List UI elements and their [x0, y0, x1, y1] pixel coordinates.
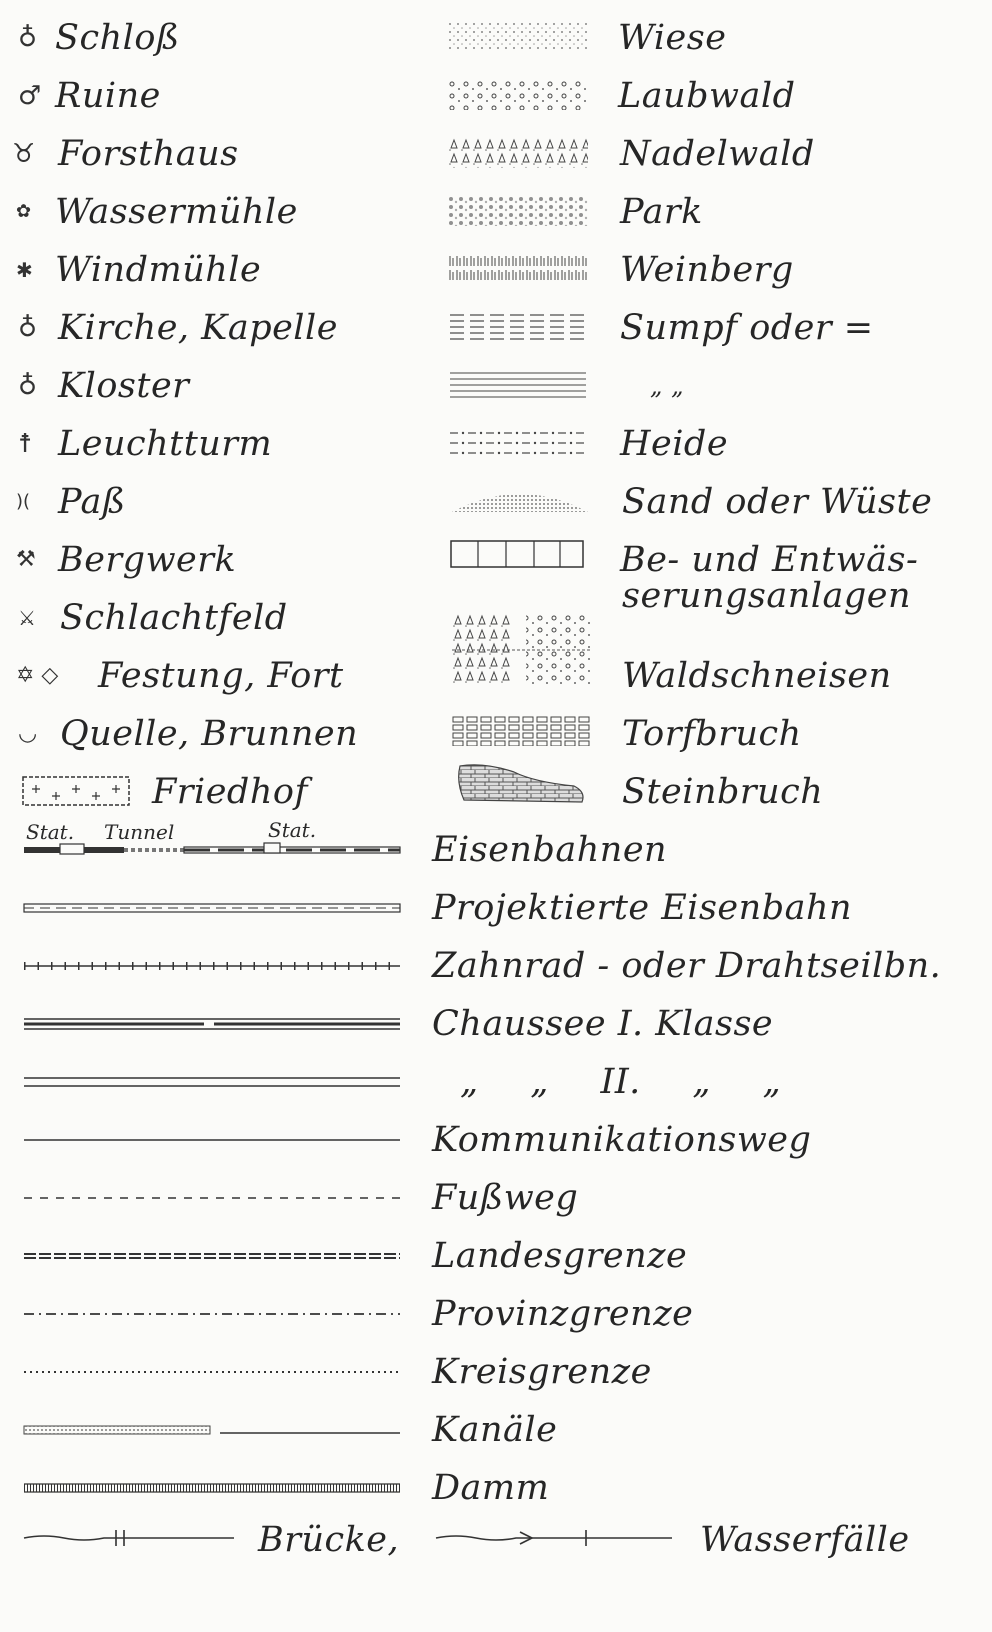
- legend-label-laubwald: Laubwald: [618, 76, 796, 116]
- highway-1-line: [24, 1014, 400, 1034]
- railway-station-label-1: Stat.: [26, 820, 75, 844]
- planned-railway-line: [24, 898, 400, 918]
- legend-label-schloss: Schloß: [55, 18, 180, 58]
- castle-icon: ♁: [18, 23, 38, 53]
- legend-label-sumpf-ditto: „ „: [650, 372, 684, 400]
- legend-label-friedhof: Friedhof: [152, 772, 308, 812]
- legend-label-wiese: Wiese: [618, 18, 727, 58]
- ruin-icon: ♂: [18, 81, 42, 111]
- waterfall-line: [436, 1528, 676, 1548]
- legend-label-bruecke: Brücke,: [258, 1520, 400, 1560]
- spring-icon: ◡: [18, 721, 38, 746]
- cog-railway-line: [24, 956, 400, 976]
- legend-label-chaussee-2: „ „ II. „ „: [460, 1062, 782, 1102]
- highway-2-line: [24, 1072, 400, 1092]
- legend-label-sumpf: Sumpf oder =: [620, 308, 874, 348]
- vineyard-pattern: [448, 254, 588, 284]
- legend-label-weinberg: Weinberg: [620, 250, 794, 290]
- legend-label-chaussee-1: Chaussee I. Klasse: [432, 1004, 774, 1044]
- legend-label-kanaele: Kanäle: [432, 1410, 558, 1450]
- legend-label-zahnrad: Zahnrad - oder Drahtseilbn.: [432, 946, 942, 986]
- legend-label-kirche: Kirche, Kapelle: [58, 308, 338, 348]
- railway-station-label-2: Stat.: [268, 818, 317, 842]
- district-border-line: [24, 1362, 400, 1382]
- legend-label-waldschneisen: Waldschneisen: [622, 656, 892, 696]
- swamp-pattern: [450, 312, 586, 340]
- legend-label-projektierte-eisenbahn: Projektierte Eisenbahn: [432, 888, 853, 928]
- meadow-pattern: [448, 22, 588, 50]
- legend-label-kreisgrenze: Kreisgrenze: [432, 1352, 652, 1392]
- legend-label-forsthaus: Forsthaus: [58, 134, 239, 174]
- legend-label-pass: Paß: [58, 482, 126, 522]
- legend-label-leuchtturm: Leuchtturm: [58, 424, 273, 464]
- legend-label-festung: Festung, Fort: [98, 656, 344, 696]
- footpath-line: [24, 1188, 400, 1208]
- province-border-line: [24, 1304, 400, 1324]
- coniferous-forest-pattern: [448, 138, 588, 168]
- swamp-alt-pattern: [450, 370, 586, 398]
- railway-line: [24, 840, 400, 860]
- legend-label-kloster: Kloster: [58, 366, 190, 406]
- sand-pattern: [450, 482, 590, 514]
- mine-icon: ⚒: [16, 547, 36, 572]
- legend-label-bergwerk: Bergwerk: [58, 540, 237, 580]
- deciduous-forest-pattern: [448, 80, 588, 110]
- park-pattern: [448, 196, 588, 226]
- legend-label-sand: Sand oder Wüste: [622, 482, 933, 522]
- state-border-line: [24, 1246, 400, 1266]
- fortress-icon: ✡ ◇: [16, 663, 59, 688]
- legend-label-drainage-1: Be- und Entwäs-: [620, 540, 919, 580]
- cemetery-icon: [22, 776, 132, 808]
- forest-aisle-pattern: [452, 614, 592, 684]
- forester-house-icon: ♉: [12, 139, 36, 169]
- legend-label-windmuehle: Windmühle: [55, 250, 262, 290]
- railway-tunnel-label: Tunnel: [104, 820, 175, 844]
- pass-icon: )(: [16, 491, 31, 512]
- legend-label-heide: Heide: [620, 424, 729, 464]
- legend-label-park: Park: [620, 192, 703, 232]
- legend-label-wasserfaelle: Wasserfälle: [700, 1520, 910, 1560]
- battlefield-icon: ⚔: [18, 606, 36, 630]
- church-icon: ♁: [18, 313, 38, 343]
- quarry-pattern: [454, 762, 588, 804]
- windmill-icon: ✱: [16, 258, 33, 282]
- legend-label-schlachtfeld: Schlachtfeld: [60, 598, 288, 638]
- lighthouse-icon: ☨: [18, 429, 33, 459]
- legend-label-landesgrenze: Landesgrenze: [432, 1236, 688, 1276]
- legend-label-torfbruch: Torfbruch: [622, 714, 802, 754]
- watermill-icon: ✿: [16, 201, 32, 222]
- legend-label-nadelwald: Nadelwald: [620, 134, 815, 174]
- dam-line: [24, 1478, 400, 1498]
- monastery-icon: ♁: [18, 371, 38, 401]
- bridge-line: [24, 1528, 240, 1548]
- legend-label-fussweg: Fußweg: [432, 1178, 579, 1218]
- heath-pattern: [450, 428, 586, 456]
- legend-label-steinbruch: Steinbruch: [622, 772, 824, 812]
- legend-label-provinzgrenze: Provinzgrenze: [432, 1294, 694, 1334]
- legend-label-drainage-2: serungsanlagen: [622, 576, 911, 616]
- legend-label-quelle: Quelle, Brunnen: [60, 714, 359, 754]
- legend-label-ruine: Ruine: [55, 76, 161, 116]
- legend-label-wassermuehle: Wassermühle: [55, 192, 298, 232]
- road-line: [24, 1130, 400, 1150]
- legend-label-kommunikationsweg: Kommunikationsweg: [432, 1120, 812, 1160]
- legend-label-damm: Damm: [432, 1468, 550, 1508]
- peat-pattern: [452, 716, 590, 746]
- canal-line: [24, 1420, 400, 1440]
- drainage-pattern: [450, 540, 586, 570]
- legend-label-eisenbahnen: Eisenbahnen: [432, 830, 668, 870]
